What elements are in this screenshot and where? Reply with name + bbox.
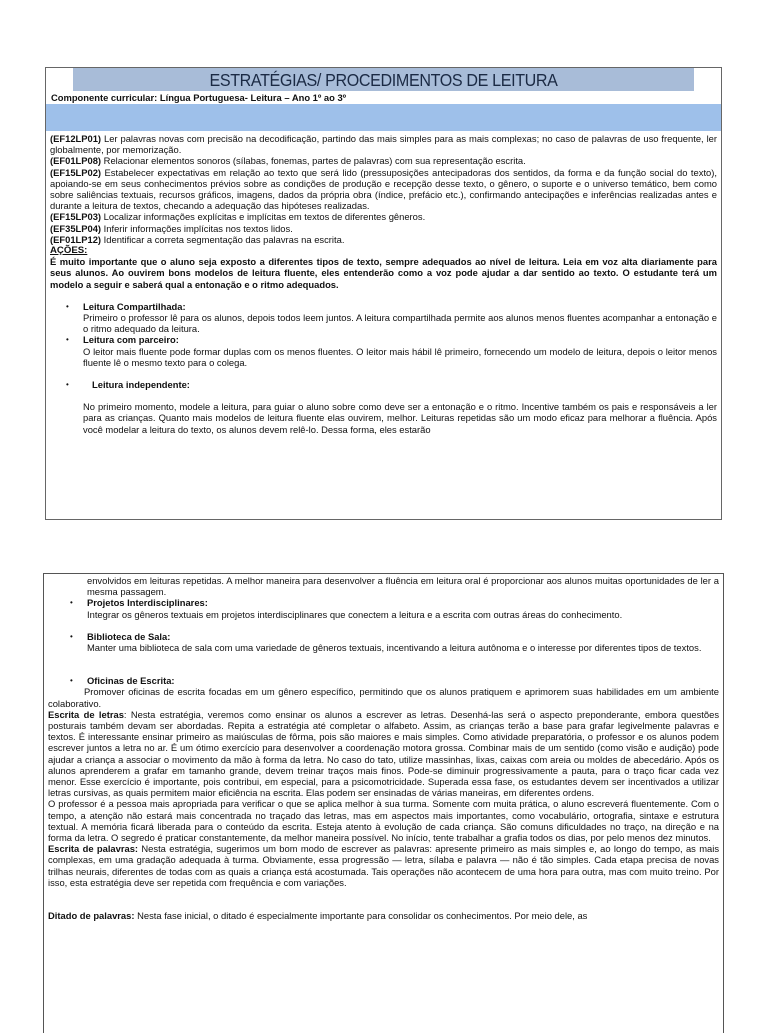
bullet-heading: • Leitura Compartilhada:	[83, 300, 186, 312]
page-1	[45, 67, 722, 520]
bullet-leitura-compartilhada	[50, 301, 717, 335]
skill-item	[50, 234, 717, 245]
skill-text: Estabelecer expectativas em relação ao texto que será lido (pressuposições antecipadoras dos sentidos, da forma e da função social do texto), apoiando-se em seus conhecimentos prévios sobre as condições de produção e recepção desse texto, o gênero, o suporte e o universo temático, bem como sobre saliências textuais, recursos gráficos, imagens, dados da própria obra (índice, prefácio etc.), confirmando antecipações e inferências realizadas antes e durante a leitura de textos, checando a adequação das hipóteses realizadas.	[50, 166, 717, 212]
skill-code: (EF15LP02)	[50, 166, 102, 178]
continuation-text: envolvidos em leituras repetidas. A melhor maneira para desenvolver a fluência em leitura oral é proporcionar aos alunos muitas oportunidades de ler a mesma passagem.	[87, 575, 719, 598]
oficinas-text: Promover oficinas de escrita focadas em um gênero específico, permitindo que os alunos pratiquem e aprimorem suas habilidades em um ambiente colaborativo.	[48, 686, 719, 709]
bullet-heading: • Oficinas de Escrita:	[87, 675, 175, 687]
section-heading: Escrita de letras	[48, 708, 124, 720]
skill-code: (EF12LP01)	[50, 133, 102, 144]
bullet-leitura-independente	[50, 379, 717, 390]
page-1-content	[46, 131, 721, 435]
bullet-oficinas	[48, 675, 719, 686]
section-heading: Ditado de palavras:	[48, 910, 135, 922]
bullet-leitura-parceiro	[50, 334, 717, 368]
bullet-text: Primeiro o professor lê para os alunos, depois todos leem juntos. A leitura compartilhada permite aos alunos menos fluentes acompanhar a entonação e o ritmo adequado da leitura.	[83, 312, 717, 335]
page-title: ESTRATÉGIAS/ PROCEDIMENTOS DE LEITURA	[73, 68, 694, 91]
ditado-paragraph	[48, 910, 719, 921]
bullet-heading: • Leitura com parceiro:	[83, 334, 179, 346]
page-2	[43, 573, 724, 1033]
acoes-intro: É muito importante que o aluno seja exposto a diferentes tipos de texto, sempre adequados ao nível de leitura. Leia em voz alta diariamente para seus alunos. Ao ouvirem bons modelos de leitura fluente, eles entenderão como a voz pode ajudar a dar sentido ao texto. O estudante terá um modelo a seguir e saberá qual a entonação e o ritmo adequados.	[50, 256, 717, 290]
skill-item	[50, 155, 717, 166]
curriculum-component: Componente curricular: Língua Portuguesa- Leitura – Ano 1º ao 3º	[50, 91, 717, 104]
skill-text: Localizar informações explícitas e implícitas em textos de diferentes gêneros.	[101, 211, 426, 223]
section-text: : Nesta estratégia, veremos como ensinar os alunos a escrever as letras. Desenhá-las será o aspecto preponderante, embora questões posturais também devam ser abordadas. Repita a estratégia até completar o alfabeto. Assim, as crianças terão a base para grafar legivelmente palavras e textos. É interessante ensinar primeiro as maiúsculas de fôrma, pois são maiores e mais simples. Como atividade preparatória, o professor e os alunos podem escrever juntos a letra no ar. É um ótimo exercício para desenvolver a coordenação motora grossa. Combinar mais de um sentido (como visão e audição) pode ajudar a criança a associar o movimento da mão à forma da letra. No caso do tato, utilize massinhas, lixas, caixas com areia ou moldes de abecedário. Após os alunos aprenderem a grafar em tamanho grande, devem treinar traços mais finos. Pode-se diminuir progressivamente a pauta, para o traço ficar cada vez menor. Esse exercício é importante, pois contribui, em especial, para a psicomotricidade. Superada essa fase, os estudantes devem ser incentivados a utilizar letras cursivas, as quais permitem maior eficiência na escrita. Elas podem ser ensinadas de várias maneiras, em diferentes ordens.	[48, 708, 720, 799]
skill-code: (EF35LP04)	[50, 222, 102, 234]
bullet-biblioteca	[48, 631, 719, 653]
bullet-text: O leitor mais fluente pode formar duplas com os menos fluentes. O leitor mais hábil lê primeiro, fornecendo um modelo de leitura, depois o leitor menos fluente lê o mesmo texto para o colega.	[83, 345, 717, 368]
skill-text: Identificar a correta segmentação das palavras na escrita.	[101, 233, 345, 245]
page-2-content	[44, 574, 723, 921]
skill-item	[50, 167, 717, 212]
skill-text: Ler palavras novas com precisão na decodificação, partindo das mais simples para as mais complexas; no caso de palavras de uso frequente, ler globalmente, por memorização.	[50, 133, 717, 156]
skill-item	[50, 211, 717, 222]
section-heading: Escrita de palavras:	[48, 843, 139, 855]
skill-item	[50, 133, 717, 155]
section-text: Nesta fase inicial, o ditado é especialmente importante para consolidar os conhecimentos. Por meio dele, as	[134, 910, 588, 922]
bullet-heading: • Projetos Interdisciplinares:	[87, 597, 208, 609]
skill-item	[50, 223, 717, 234]
skill-code: (EF01LP08)	[50, 155, 102, 167]
bullet-text: Integrar os gêneros textuais em projetos interdisciplinares que conectem a leitura e a escrita com outras áreas do conhecimento.	[87, 608, 623, 620]
skill-text: Inferir informações implícitas nos textos lidos.	[101, 222, 293, 234]
escrita-palavras-paragraph	[48, 843, 719, 888]
bullet-heading: • Leitura independente:	[92, 379, 190, 391]
professor-paragraph: O professor é a pessoa mais apropriada para verificar o que se aplica melhor à sua turma. Somente com muita prática, o aluno escreverá fluentemente. Com o tempo, a atenção não estará mais concentrada no traçado das letras, mas em aspectos mais importantes, como vocabulário, ortografia, sintaxe e estrutura textual. A memória ficará liberada para o conteúdo da escrita. Esteja atento à evolução de cada criança. São comuns dificuldades no traço, na direção e na forma da letra. O segredo é praticar constantemente, da melhor maneira possível. No início, tente trabalhar a grafia todos os dias, por pelo menos dez minutos.	[48, 798, 719, 844]
skill-text: Relacionar elementos sonoros (sílabas, fonemas, partes de palavras) com sua representação escrita.	[101, 155, 526, 167]
bullet-text: Manter uma biblioteca de sala com uma variedade de gêneros textuais, incentivando a leitura autônoma e o interesse por diferentes tipos de textos.	[87, 642, 702, 654]
escrita-letras-paragraph	[48, 709, 719, 799]
bullet-heading: • Biblioteca de Sala:	[87, 630, 171, 642]
header-band	[46, 104, 721, 131]
skill-code: (EF01LP12)	[50, 233, 102, 245]
section-text: Nesta estratégia, sugerimos um bom modo de escrever as palavras: apresente primeiro as mais simples e, ao longo do tempo, as mais complexas, em uma gradação adequada à turma. Obviamente, essa progressão — letra, sílaba e palavra — não é tão simples. Cada etapa precisa de novas trilhas neurais, diferentes de todas com as quais a criança está acostumada. Tais operações não acontecem de uma hora para outra, mas com muito treino. Por isso, esta estratégia deve ser repetida com frequência e com variações.	[48, 843, 720, 888]
leitura-independente-text: No primeiro momento, modele a leitura, para guiar o aluno sobre como deve ser a entonação e o ritmo. Incentive também os pais e responsáveis a ler para as crianças. Quanto mais modelos de leitura fluente elas ouvirem, melhor. Leituras repetidas são um modo eficaz para melhorar a fluência. Após você modelar a leitura do texto, os alunos devem relê-lo. Dessa forma, eles estarão	[83, 401, 717, 435]
skill-code: (EF15LP03)	[50, 211, 102, 223]
bullet-projetos	[48, 597, 719, 619]
acoes-heading: AÇÕES:	[50, 245, 88, 257]
